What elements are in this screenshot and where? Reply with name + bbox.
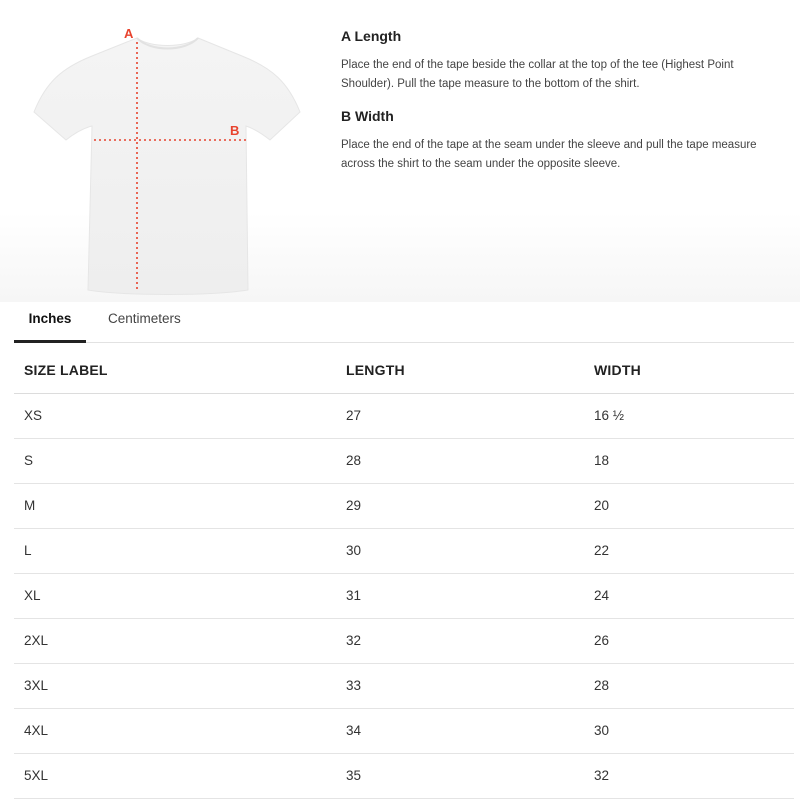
length-cell: 30 bbox=[346, 543, 362, 558]
length-instructions: Place the end of the tape beside the collar at the top of the tee (Highest Point Shoulder). Pull the tape measure to the bottom of the shirt. bbox=[341, 59, 734, 90]
size-cell: XS bbox=[24, 408, 43, 423]
width-instructions: Place the end of the tape at the seam under the sleeve and pull the tape measure across the shirt to the seam under the opposite sleeve. bbox=[341, 139, 757, 170]
header-width: WIDTH bbox=[594, 362, 641, 378]
table-row bbox=[14, 439, 794, 484]
measurement-instructions bbox=[341, 28, 781, 188]
header-size-label: SIZE LABEL bbox=[24, 362, 108, 378]
width-cell: 30 bbox=[594, 723, 610, 738]
tshirt-icon bbox=[20, 20, 320, 302]
unit-tabs bbox=[14, 303, 794, 343]
length-cell: 28 bbox=[346, 453, 362, 468]
width-cell: 16 ½ bbox=[594, 408, 625, 423]
width-cell: 26 bbox=[594, 633, 610, 648]
table-row bbox=[14, 529, 794, 574]
tab-centimeters[interactable]: Centimeters bbox=[108, 311, 181, 326]
table-row bbox=[14, 574, 794, 619]
marker-a-label: A bbox=[124, 26, 134, 41]
size-cell: 4XL bbox=[24, 723, 49, 738]
length-cell: 29 bbox=[346, 498, 362, 513]
size-cell: L bbox=[24, 543, 32, 558]
width-cell: 32 bbox=[594, 768, 610, 783]
table-row bbox=[14, 394, 794, 439]
table-row bbox=[14, 709, 794, 754]
table-row bbox=[14, 484, 794, 529]
length-cell: 33 bbox=[346, 678, 362, 693]
width-cell: 22 bbox=[594, 543, 610, 558]
size-cell: 5XL bbox=[24, 768, 49, 783]
size-cell: M bbox=[24, 498, 36, 513]
size-table bbox=[14, 349, 794, 799]
marker-b-label: B bbox=[230, 123, 240, 138]
header-length: LENGTH bbox=[346, 362, 405, 378]
size-cell: S bbox=[24, 453, 34, 468]
width-cell: 18 bbox=[594, 453, 610, 468]
width-cell: 20 bbox=[594, 498, 610, 513]
length-cell: 27 bbox=[346, 408, 362, 423]
length-cell: 31 bbox=[346, 588, 362, 603]
tab-inches[interactable]: Inches bbox=[14, 303, 86, 343]
table-row bbox=[14, 754, 794, 799]
length-cell: 34 bbox=[346, 723, 362, 738]
width-heading: B Width bbox=[341, 108, 394, 124]
size-cell: 2XL bbox=[24, 633, 49, 648]
table-row bbox=[14, 664, 794, 709]
size-cell: XL bbox=[24, 588, 41, 603]
length-heading: A Length bbox=[341, 28, 402, 44]
width-cell: 24 bbox=[594, 588, 610, 603]
size-guide-hero bbox=[0, 0, 800, 302]
table-row bbox=[14, 619, 794, 664]
length-cell: 32 bbox=[346, 633, 362, 648]
length-cell: 35 bbox=[346, 768, 362, 783]
size-cell: 3XL bbox=[24, 678, 49, 693]
tshirt-diagram bbox=[20, 20, 320, 302]
table-header bbox=[14, 349, 794, 394]
width-cell: 28 bbox=[594, 678, 610, 693]
